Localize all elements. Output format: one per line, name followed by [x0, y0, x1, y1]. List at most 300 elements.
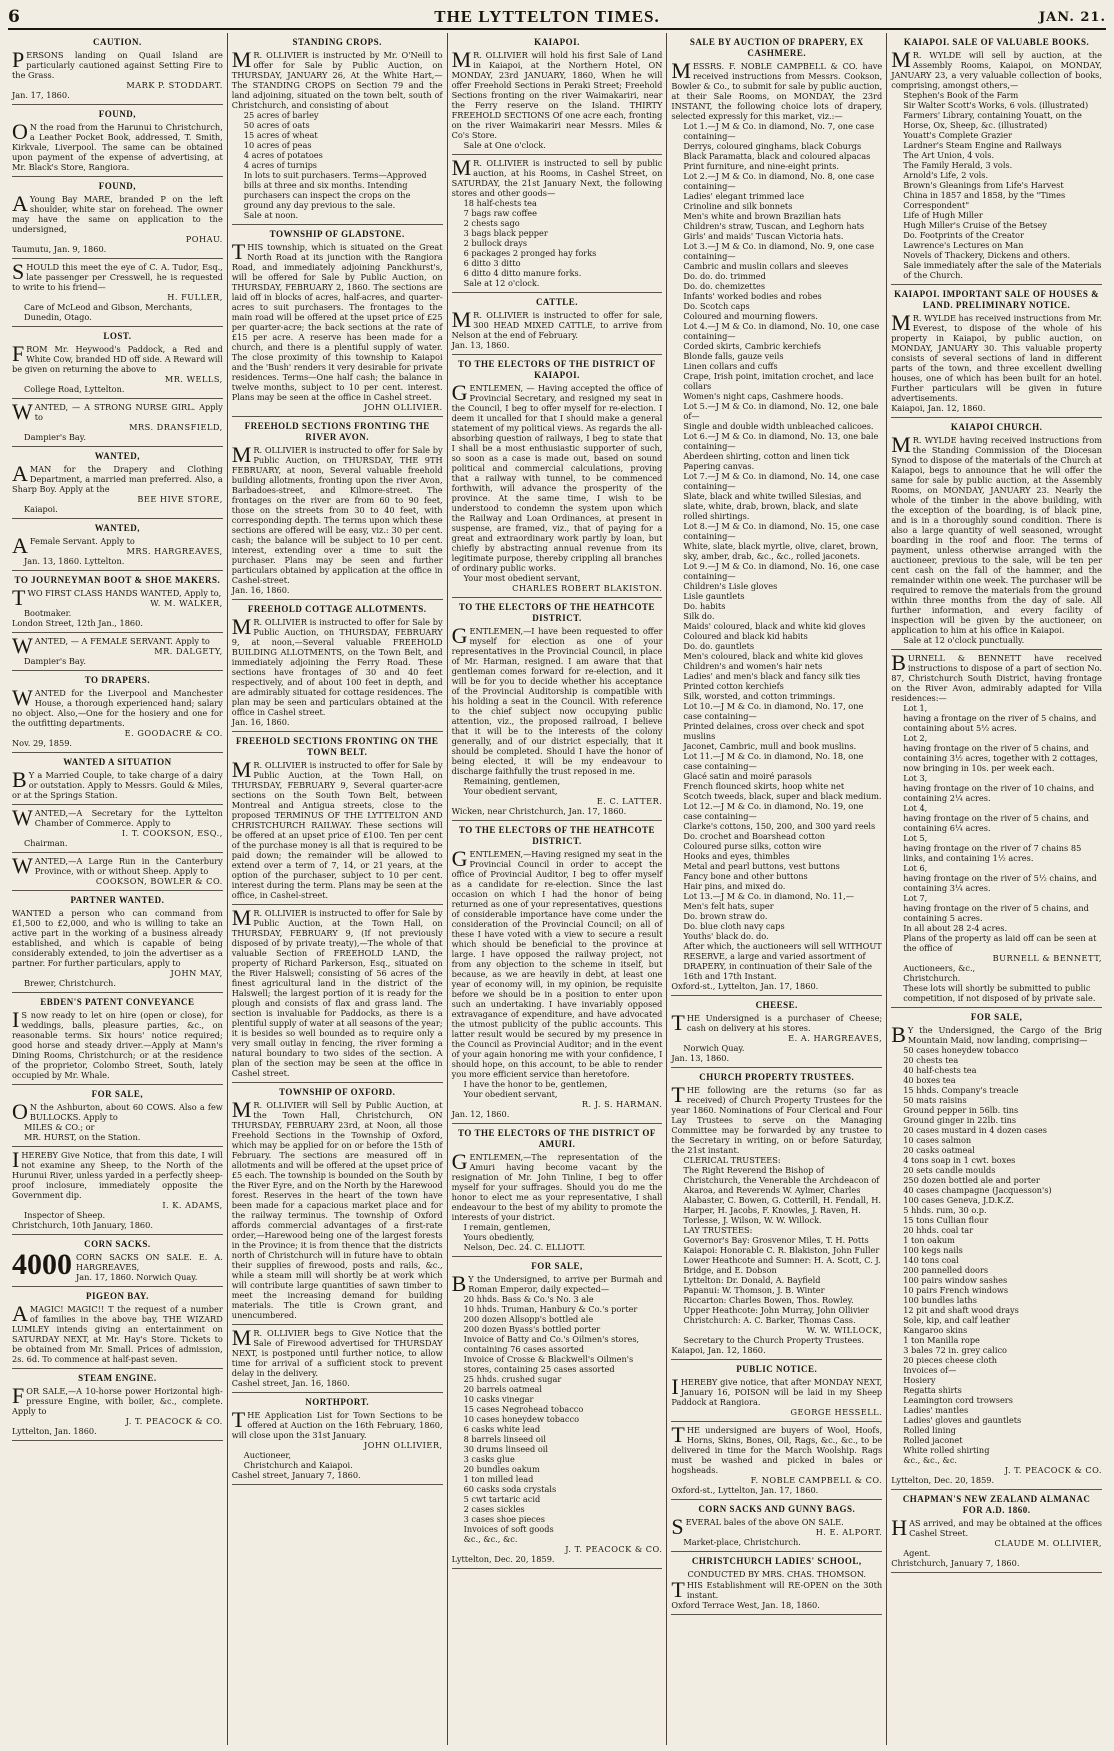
ad-body-text: ESSRS. F. NOBLE CAMPBELL & CO. have received instructions from Messrs. Cookson, Bowler & Co., to submit for sale by public auction, at their Sale Rooms, on MONDAY, the 23rd INSTANT, the following choice lots of drapery, selected expressly for this market, viz.:—: [671, 60, 883, 121]
ad-line: Children's Lisle gloves: [683, 580, 778, 591]
ad-line: Fancy bone and other buttons: [683, 870, 808, 881]
ad-line: CLAUDE M. OLLIVIER,: [994, 1537, 1102, 1548]
ad-body-text: ENTLEMEN,—Having resigned my seat in the Provincial Council in order to accept the office of Provincial Auditor, I beg to offer myself as a candidate for re-election. Since the last occasion on which I had the honor of being returned as one of your representatives, questions of considerable importance have come under the consideration of the Provincial Council; on all of these I have voted with a view to secure a result which should be beneficial to the province at large. I have opposed the railway project, not from any objection to the scheme in itself, but because, as we are heavily in debt, at least one year of economy will, in my opinion, be requisite before we should be in a position to enter upon such an undertaking. I have invariably opposed extravagance of expenditure, and have advocated the utmost publicity of the public accounts. This latter result would be secured by my presence in the Council as Provincial Auditor; and in the event of your again honoring me with your confidence, I should hope, on this account, to be able to render you more efficient service than heretofore.: [451, 848, 663, 1079]
ad-body: [12, 1300, 223, 1364]
ad-line: Do. brown straw do.: [683, 910, 768, 921]
ad-line: Hair pins, and mixed do.: [683, 880, 786, 891]
drop-cap: M: [231, 441, 252, 467]
ad-line: Lot 11.—J M & Co. in diamond, No. 18, one case containing—: [683, 750, 864, 771]
ad-line: I have the honor to be, gentlemen,: [463, 1078, 608, 1089]
advertisement: [232, 600, 443, 732]
ad-line: 20 barrels oatmeal: [463, 1383, 543, 1394]
ad-lines: [12, 494, 223, 514]
ad-line: Do. do. gauntlets: [683, 640, 755, 651]
ad-line: Cashel street, January 7, 1860.: [231, 1469, 361, 1480]
drop-cap: I: [12, 1006, 20, 1032]
ad-line: W. W. WILLOCK,: [806, 1324, 883, 1335]
ad-line: 8 barrels linseed oil: [463, 1433, 547, 1444]
ad-line: 100 pairs window sashes: [903, 1274, 1008, 1285]
ad-line: Secretary to the Church Property Trustees.: [683, 1334, 865, 1345]
ad-heading: CORN SACKS AND GUNNY BAGS.: [698, 1503, 856, 1514]
ad-line: Crape, Irish point, imitation crochet, and lace collars: [683, 370, 874, 391]
ad-line: having frontage on the river of 5 chains, and containing 6¼ acres.: [903, 812, 1089, 833]
drop-cap: M: [451, 154, 472, 180]
advertisement: [12, 891, 223, 993]
ad-line: 10 cases honeydew tobacco: [463, 1413, 580, 1424]
ad-line: having frontage on the river of 7 chains 85 links, and containing 1½ acres.: [903, 842, 1082, 863]
drop-cap: M: [231, 1324, 252, 1350]
ad-line: Dunedin, Otago.: [24, 311, 92, 322]
ad-body: [231, 238, 443, 402]
ad-heading: KAIAPOI CHURCH.: [950, 421, 1043, 432]
ad-line: I. K. ADAMS,: [162, 1199, 223, 1210]
ad-body: [891, 1514, 1102, 1540]
ad-body: [671, 1576, 883, 1602]
ad-line: Kaiapoi.: [24, 503, 58, 514]
ad-line: Jan. 12, 1860.: [451, 1108, 510, 1119]
drop-cap: W: [12, 852, 33, 878]
ad-line: Your most obedient servant,: [463, 572, 581, 583]
columns: [8, 33, 1106, 1745]
ad-lines: [452, 140, 663, 150]
ad-body: [231, 613, 443, 717]
ad-line: 20 sets candle moulds: [903, 1164, 996, 1175]
ad-heading: STEAM ENGINE.: [78, 1372, 157, 1383]
advertisement: [12, 1085, 223, 1147]
ad-line: Sole, kip, and calf leather: [903, 1314, 1010, 1325]
ad-line: Jan. 16, 1860.: [231, 716, 290, 727]
advertisement: [12, 33, 223, 105]
ad-lines: [891, 403, 1102, 413]
drop-cap: B: [891, 1021, 906, 1047]
ad-line: Girls' and maids' Tuscan Victoria hats.: [683, 230, 844, 241]
ad-line: Jan. 17, 1860. Norwich Quay.: [76, 1271, 198, 1282]
ad-line: 100 kegs nails: [903, 1244, 963, 1255]
ad-line: 10 cases salmon: [903, 1134, 972, 1145]
ad-body-text: HEREBY give notice, that after MONDAY NEXT, January 16, POISON will be laid in my Sheep Paddock at Rangiora.: [671, 1376, 883, 1407]
ad-body: [12, 118, 223, 172]
ad-body-text: R. OLLIVIER is instructed to offer for sale, 300 HEAD MIXED CATTLE, to arrive from Nelson at the end of February.: [451, 309, 663, 340]
drop-cap: W: [12, 398, 33, 424]
ad-heading: TO THE ELECTORS OF THE HEATHCOTE DISTRICT.: [458, 824, 656, 846]
ad-line: Jan. 13, 1860.: [671, 1052, 730, 1063]
drop-cap: A: [12, 532, 28, 558]
drop-cap: B: [12, 766, 27, 792]
ad-body: [891, 431, 1102, 635]
ad-lines: [232, 402, 443, 412]
ad-lines: [12, 728, 223, 748]
ad-line: Nelson, Dec. 24. C. ELLIOTT.: [463, 1241, 586, 1252]
ad-line: CHARLES ROBERT BLAKISTON.: [512, 582, 663, 593]
ad-line: 3 casks glue: [463, 1453, 515, 1464]
ad-line: JOHN OLLIVIER,: [363, 1439, 443, 1450]
ad-line: Papering canvas.: [683, 460, 755, 471]
ad-line: In all about 28 2-4 acres.: [903, 922, 1008, 933]
advertisement: [12, 853, 223, 891]
ad-line: Agent.: [903, 1547, 931, 1558]
ad-line: Your obedient servant,: [463, 1088, 558, 1099]
drop-cap: M: [231, 1096, 252, 1122]
advertisement: [12, 327, 223, 399]
ad-body: [231, 904, 443, 1078]
ad-line: I. T. COOKSON, ESQ.,: [121, 827, 223, 838]
ad-line: Yours obediently,: [463, 1231, 535, 1242]
ad-lines: [232, 110, 443, 220]
ad-body: [671, 57, 883, 121]
ad-line: Coloured and black kid habits: [683, 630, 808, 641]
ad-line: 2 bullock drays: [463, 237, 528, 248]
ad-line: Crinoline and silk bonnets: [683, 200, 793, 211]
ad-line: F. NOBLE CAMPBELL & CO.: [750, 1474, 883, 1485]
ad-body: [451, 306, 663, 340]
ad-heading: FOR SALE,: [531, 1260, 583, 1271]
ad-line: Lot 5,: [903, 832, 928, 843]
ad-line: Auctioneer,: [243, 1449, 291, 1460]
ad-line: CLERICAL TRUSTEES:: [683, 1154, 781, 1165]
drop-cap: O: [12, 118, 28, 144]
advertisement: [452, 598, 663, 821]
ad-lines: [12, 374, 223, 394]
advertisement: [232, 732, 443, 905]
advertisement: [12, 1369, 223, 1441]
ad-body-text: R. OLLIVIER will hold his first Sale of Land in Kaiapoi, at the Northern Hotel, ON MONDAY, 23rd JANUARY, 1860, When he will offer Freehold Sections in Peraki Street; Freehold Sections fronting on the river Waimakariri, near the Ferry reserve on the Island. THIRTY FREEHOLD SECTIONS Of one acre each, fronting on the river Waimakariri near Messrs. Miles & Co's Store.: [451, 49, 663, 140]
ad-line: 20 bundles oakum: [463, 1463, 540, 1474]
drop-cap: M: [891, 309, 911, 335]
ad-line: Your obedient servant,: [463, 785, 558, 796]
advertisement: [232, 417, 443, 600]
ad-lines: [671, 1527, 882, 1547]
ad-large-number: 4000: [12, 1247, 72, 1281]
ad-heading: CHEESE.: [755, 999, 798, 1010]
advertisement: [232, 1083, 443, 1325]
ad-line: Jan. 13, 1860. Lyttelton.: [24, 555, 125, 566]
ad-body-text: Y the Undersigned, the Cargo of the Brig Mountain Maid, now landing, comprising—: [907, 1024, 1102, 1045]
ad-lines: [671, 1033, 882, 1063]
advertisement: [12, 993, 223, 1085]
ad-line: Do. blue cloth navy caps: [683, 920, 785, 931]
ad-body-text: R. WYLDE will sell by auction, at the Assembly Rooms, Kaiapoi, on MONDAY, JANUARY 23, a very valuable collection of books, comprising, amongst others,—: [891, 49, 1102, 90]
ad-lines: [12, 1416, 223, 1436]
drop-cap: M: [231, 904, 252, 930]
ad-line: Coloured and mourning flowers.: [683, 310, 818, 321]
ad-body: [12, 1146, 223, 1200]
drop-cap: G: [451, 845, 468, 871]
ad-line: 3 bags black pepper: [463, 227, 548, 238]
ad-lines: [452, 340, 663, 350]
ad-lines: [452, 1079, 663, 1119]
ad-line: Sale at 12 o'clock punctually.: [903, 634, 1025, 645]
ad-line: Infants' worked bodies and robes: [683, 290, 822, 301]
ad-line: 200 dozen Byass's bottled porter: [463, 1323, 601, 1334]
ad-lines: [452, 776, 663, 816]
ad-heading: FREEHOLD SECTIONS FRONTING ON THE TOWN BELT.: [236, 735, 439, 757]
ad-body-text: R. OLLIVIER will Sell by Public Auction, at the Town Hall, Christchurch, ON THURSDAY, FEBRUARY 23rd, at Noon, all those Freehold Sections in the Township of Oxford, which may be applied for on or before the 15th of February. The sections are measured off in allotments and will be offered at the upset price of £5 each. The township is bounded on the South by the River Eyre, and on the North by the Harewood forest. Reserves in the heart of the town have been made for a capacious market place and for the railway terminus. The township of Oxford affords commercial advantages of a first-rate order,—Harewood being one of the largest forests in the Province; it is from thence that the districts north of Christchurch will in future have to obtain their supplies of firewood, posts and rails, &c., while a steam mill will shortly be at work which will contribute large quantities of sawn timber to meet the increasing demand for building materials. The title is Crown grant, and unencumbered.: [231, 1099, 443, 1320]
ad-body-text: R. OLLIVIER is instructed to offer for Sale by Public Auction, at the Town Hall, on THURSDAY, FEBRUARY 9, (If not previously disposed of by private treaty),—The whole of that valuable Section of FREEHOLD LAND, the property of Richard Parkerson, Esq., situated on the River Halswell; consisting of 56 acres of the finest agricultural land in the district of the Halswell; the largest portion of it is ready for the plough and consists of flax and grass land. The section is invaluable for Paddocks, as there is a plentiful supply of water at all seasons of the year; it is besides so well bounded as to require only a very small outlay in fencing, the river forming a natural boundary to two sides of the section. A plan of the section may be seen at the office in Cashel street.: [231, 907, 443, 1078]
ad-heading: TO JOURNEYMAN BOOT & SHOE MAKERS.: [14, 574, 221, 585]
ad-line: Sale immediately after the sale of the Materials of the Church.: [903, 259, 1102, 280]
page-number: 6: [8, 7, 20, 27]
ad-line: Do. Footprints of the Creator: [903, 229, 1024, 240]
ad-line: Jan. 17, 1860.: [12, 89, 70, 100]
ad-body-text: R. WYLDE has received instructions from Mr. Everest, to dispose of the whole of his property in Kaiapoi, by public auction, on MONDAY, JANUARY 30. This valuable property consists of several sections of land in different parts of the town, and three excellent dwelling houses, one of which has been built for an hotel. Further particulars will be given in future advertisements.: [891, 312, 1102, 403]
ad-line: Life of Hugh Miller: [903, 209, 983, 220]
ad-line: Do. Scotch caps: [683, 300, 750, 311]
ad-line: MR. DALGETY,: [154, 645, 223, 656]
advertisement: [12, 399, 223, 447]
ad-line: Do. do. chemizettes: [683, 280, 766, 291]
ad-line: &c., &c., &c.: [463, 1533, 518, 1544]
ad-line: MILES & CO.; or: [24, 1121, 95, 1132]
ad-line: 30 drums linseed oil: [463, 1443, 549, 1454]
ad-line: 15 tons Cullian flour: [903, 1214, 989, 1225]
ad-body-text: R. OLLIVIER is instructed by Mr. O'Neill to offer for Sale by Public Auction, on THURSDAY, JANUARY 26, At the White Hart,—The STANDING CROPS on Section 79 and the land adjoining, situated on the town belt, south of Christchurch, and consisting of about: [231, 49, 443, 110]
ad-line: After which, the auctioneers will sell WITHOUT RESERVE, a large and varied assortment of DRAPERY, in continuation of their Sale of the 16th and 17th Instant.: [683, 940, 882, 981]
ad-body-text: ANTED,—A Secretary for the Lyttelton Chamber of Commerce. Apply to: [34, 807, 223, 828]
ad-line: 40 cases champagne (Jacquesson's): [903, 1184, 1052, 1195]
ad-body: [231, 1096, 443, 1320]
ad-line: Kaiapoi, Jan. 12, 1860.: [891, 402, 986, 413]
ad-line: Lawrence's Lectures on Man: [903, 239, 1024, 250]
ad-lines: [12, 422, 223, 442]
ad-lines: [891, 1045, 1102, 1485]
ad-line: White, slate, black myrtle, olive, claret, brown, sky, amber, drab, &c., &c., rolled jaconets.: [683, 540, 879, 561]
ad-body: [891, 1021, 1102, 1047]
advertisement: [12, 671, 223, 753]
ad-body: [891, 649, 1102, 703]
ad-line: 3 cases shoe pieces: [463, 1513, 545, 1524]
ad-line: MR. WELLS,: [164, 373, 223, 384]
ad-line: Lisle gauntlets: [683, 590, 745, 601]
ad-line: Ladies' elegant trimmed lace: [683, 190, 805, 201]
ad-body: [671, 1009, 883, 1035]
advertisement: [671, 1552, 882, 1615]
ad-line: Ground pepper in 56lb. tins: [903, 1104, 1019, 1115]
ad-body: [671, 1373, 883, 1407]
ad-line: 4 acres of turnips: [243, 159, 318, 170]
drop-cap: B: [451, 1270, 467, 1296]
ad-line: 1 ton oakum: [903, 1234, 955, 1245]
ad-line: Farmers' Library, containing Youatt, on the Horse, Ox, Sheep, &c. (illustrated): [903, 109, 1082, 130]
ad-line: Lot 4.—J M & Co. in diamond, No. 10, one case containing—: [683, 320, 880, 341]
ad-body-text: Young Bay MARE, branded P on the left shoulder, white star on forehead. The owner may have the same on application to the undersigned,: [12, 193, 223, 234]
ad-line: Lot 2.—J M & Co. in diamond, No. 8, one case containing—: [683, 170, 875, 191]
ad-line: 140 tons coal: [903, 1254, 959, 1265]
ad-line: Lot 1.—J M & Co. in diamond, No. 7, one case containing—: [683, 120, 875, 141]
ad-line: Sale at One o'clock.: [463, 139, 546, 150]
ad-line: Printed delaines, cross over check and spot muslins: [683, 720, 865, 741]
drop-cap: G: [451, 379, 468, 405]
ad-heading: WANTED,: [94, 522, 141, 533]
ad-line: Lot 3,: [903, 772, 928, 783]
drop-cap: T: [12, 584, 26, 610]
ad-body-text: N the road from the Harunui to Christchurch, a Leather Pocket Book, addressed, T. Smith, Kirkvale, Liverpool. The same can be obtained upon payment of the expense of advertising, at Mr. Black's Store, Rangiora.: [12, 121, 223, 172]
ad-line: 6 casks white lead: [463, 1423, 541, 1434]
masthead: [8, 6, 1106, 30]
advertisement: [452, 821, 663, 1124]
drop-cap: O: [12, 1098, 28, 1124]
drop-cap: M: [231, 756, 252, 782]
ad-line: 20 casks oatmeal: [903, 1144, 975, 1155]
ad-line: J. T. PEACOCK & CO.: [565, 1543, 663, 1554]
ad-line: 10 acres of peas: [243, 139, 312, 150]
ad-line: Print furniture, and nine-eight prints.: [683, 160, 840, 171]
ad-lines: [12, 234, 223, 254]
ad-line: Care of McLeod and Gibson, Merchants,: [24, 301, 193, 312]
ad-body: [12, 1006, 223, 1080]
ad-line: BEE HIVE STORE,: [137, 493, 223, 504]
ad-line: 20 cases mustard in 4 dozen cases: [903, 1124, 1047, 1135]
ad-heading: KAIAPOI. SALE OF VALUABLE BOOKS.: [903, 37, 1090, 47]
ad-heading: KAIAPOI. IMPORTANT SALE OF HOUSES & LAND. PRELIMINARY NOTICE.: [894, 288, 1100, 310]
ad-line: Stephen's Book of the Farm: [903, 89, 1019, 100]
ad-line: JOHN MAY,: [170, 967, 223, 978]
advertisement: [452, 1257, 663, 1569]
ad-line: E. A. HARGREAVES,: [788, 1032, 883, 1043]
ad-line: Invoices of soft goods: [463, 1523, 554, 1534]
ad-line: 1 ton milled lead: [463, 1473, 534, 1484]
advertisement: [12, 1147, 223, 1235]
ad-body-text: ENTLEMEN, — Having accepted the office of Provincial Secretary, and resigned my seat in the Council, I beg to offer myself for re-election. I deem it uncalled for that I should make a general statement of my political views. As regards the all-absorbing question of railways, I beg to state that I shall be a most enthusiastic supporter of such, so soon as a case is made out, based on sound political and commercial calculations, proving that a railway with tunnel, to be commenced forthwith, will advance the prosperity of the province. At the same time, I wish to be understood to condemn the system upon which the Railway and Loan Ordinances, at present in suspense, are framed, viz., that of paying for a great and extraordinary work partly by loan, but chiefly by abstracting annual revenue from its legitimate purpose, thereby crippling all branches of ordinary public works.: [451, 382, 663, 573]
ad-line: Lot 3.—J M & Co. in diamond, No. 9, one case containing—: [683, 240, 875, 261]
ad-heading: FOUND,: [98, 108, 137, 119]
ad-line: Blonde falls, gauze veils: [683, 350, 784, 361]
ad-line: Ladies' mantles: [903, 1404, 969, 1415]
ad-lines: [671, 121, 882, 991]
ad-body: [671, 1081, 883, 1155]
drop-cap: M: [231, 613, 252, 639]
ad-body: [12, 190, 223, 234]
ad-line: Oxford-st., Lyttelton, Jan. 17, 1860.: [671, 980, 819, 991]
ad-heading: EBDEN'S PATENT CONVEYANCE: [40, 996, 195, 1007]
issue-date: JAN. 21.: [1039, 9, 1106, 25]
ad-body-text: HIS township, which is situated on the Great North Road at its junction with the Rangiora Road, and immediately adjoining Panckhurst's, will be offered for Sale by Public Auction, on THURSDAY, FEBRUARY 2, 1860. The sections are laid off in blocks of acres, half-acres, and quarter-acres to suit purchasers. The frontages to the main road will be offered at the upset price of £25 per quarter-acre; the back sections at the rate of £15 per acre. A reserve has been made for a church, and there is a plentiful supply of water. The close proximity of this township to Kaiapoi and the 'Bush' renders it very desirable for private residences. Terms—One half cash; the balance in twelve months, subject to 10 per cent. interest. Plans may be seen at the office in Cashel street.: [231, 241, 443, 402]
ad-heading: TOWNSHIP OF OXFORD.: [279, 1086, 396, 1097]
drop-cap: M: [451, 306, 472, 332]
ad-body-text: WANTED a person who can command from £1,500 to £2,000, and who is willing to take an active part in the working of a business already established, and which is capable of being considerably extended, to join the advertiser as a partner. For further particulars, apply to: [12, 907, 223, 968]
ad-line: having frontage on the river of 5 chains, and containing 5 acres.: [903, 902, 1089, 923]
advertisement: [671, 1422, 882, 1500]
ad-line: Silk, worsted, and cotton trimmings.: [683, 690, 836, 701]
ad-lines: [891, 1538, 1102, 1568]
ad-line: 10 casks vinegar: [463, 1393, 534, 1404]
ad-body: [451, 1148, 663, 1222]
ad-line: MR. HURST, on the Station.: [24, 1131, 141, 1142]
ad-heading: FREEHOLD COTTAGE ALLOTMENTS.: [247, 603, 427, 614]
advertisement: [452, 293, 663, 355]
ad-body: [12, 852, 223, 878]
ad-body: [891, 309, 1102, 403]
ad-line: China in 1857 and 1858, by the "Times Correspondent": [903, 189, 1066, 210]
advertisement: [671, 1500, 882, 1552]
ad-body-text: Female Servant. Apply to: [29, 535, 135, 546]
ad-body: [231, 1324, 443, 1378]
ad-body: [451, 379, 663, 573]
newspaper-title: THE LYTTELTON TIMES.: [434, 7, 660, 26]
advertisement: [452, 33, 663, 155]
ad-body: [12, 460, 223, 494]
ad-line: 200 pannelled doors: [903, 1264, 989, 1275]
ad-line: Christchurch and Kaiapoi.: [243, 1459, 353, 1470]
ad-body-text: WO FIRST CLASS HANDS WANTED, Apply to,: [27, 587, 222, 598]
ad-lines: [12, 80, 223, 100]
ad-line: Printed cotton kerchiefs: [683, 680, 784, 691]
ad-line: W. M. WALKER,: [150, 597, 223, 608]
ad-body-text: ANTED for the Liverpool and Manchester House, a thorough experienced hand; salary no object. Also,—One for the hosiery and one for the outfitting departments.: [12, 687, 223, 728]
ad-body-text: URNELL & BENNETT have received instructions to dispose of a part of section No. 87, Christchurch South District, having frontage on the River Avon, admirably adapted for Villa residences:—: [891, 652, 1102, 703]
ad-heading: PIGEON BAY.: [85, 1290, 149, 1301]
ad-line: 5 hhds. rum, 30 o.p.: [903, 1204, 987, 1215]
ad-lines: [671, 1407, 882, 1417]
ad-body-text: R. OLLIVIER is instructed to sell by public auction, at his Rooms, in Cashel Street, on SATURDAY, the 21st January Next, the following stores and other goods—: [451, 157, 663, 198]
drop-cap: F: [12, 340, 25, 366]
ad-line: Invoice of Crosse & Blackwell's Oilmen's stores, containing 25 cases assorted: [463, 1353, 634, 1374]
ad-line: Upper Heathcote: John Murray, John Ollivier: [683, 1304, 869, 1315]
ad-body-text: CORN SACKS ON SALE. E. A. HARGREAVES,: [76, 1251, 223, 1272]
ad-line: Youths' black do. do.: [683, 930, 769, 941]
ad-body: [231, 756, 443, 900]
ad-line: 60 casks soda crystals: [463, 1483, 557, 1494]
ad-line: Brewer, Christchurch.: [24, 977, 116, 988]
advertisement: [891, 1008, 1102, 1490]
ad-heading: FOUND,: [98, 180, 137, 191]
ad-line: 6 ditto 4 ditto manure forks.: [463, 267, 582, 278]
ad-line: Kaiapoi: Honorable C. R. Blakiston, John Fuller: [683, 1244, 880, 1255]
ad-line: Dampier's Bay.: [24, 431, 86, 442]
ad-line: 18 half-chests tea: [463, 197, 537, 208]
ad-line: R. J. S. HARMAN.: [581, 1098, 663, 1109]
ad-body: [12, 804, 223, 830]
drop-cap: M: [231, 46, 252, 72]
ad-line: Lyttelton, Dec. 20, 1859.: [451, 1553, 555, 1564]
ad-body-text: R. OLLIVIER is instructed to offer for Sale by Public Auction, at the Town Hall, on THURSDAY, FEBRUARY 9, Several quarter-acre sections on the South Town Belt, between Montreal and Antigua streets, close to the proposed TERMINUS OF THE LYTTELTON AND CHRISTCHURCH RAILWAY. These sections will be offered at an upset price of £100. Ten per cent of the purchase money is all that is required to be paid down; the remainder will be allowed to extend over a term of 7, 14, or 21 years, at the option of the purchaser, subject to 10 per cent. interest during the term. Plans may be seen at the office, in Cashel-street.: [231, 759, 443, 900]
ad-line: Men's felt hats, super: [683, 900, 774, 911]
ad-line: Do. habits: [683, 600, 726, 611]
ad-line: BURNELL & BENNETT,: [992, 952, 1102, 963]
ad-line: The Right Reverend the Bishop of Christchurch, the Venerable the Archdeacon of Akaroa, and Reverends W. Aylmer, Charles Alabaster, C. Bowen, G. Cotterill, H. Fendall, H. Harper, H. Jacobs, F. Knowles, J. Raven, H. Torlesse, J. Wilson, W. W. Willock.: [683, 1164, 881, 1225]
ad-line: Christchurch, January 7, 1860.: [891, 1557, 1020, 1568]
ad-line: Taumutu, Jan. 9, 1860.: [12, 243, 107, 254]
ad-line: 7 bags raw coffee: [463, 207, 538, 218]
ad-heading: SALE BY AUCTION OF DRAPERY, EX CASHMERE.: [689, 37, 864, 58]
ad-line: 25 hhds. crushed sugar: [463, 1373, 562, 1384]
advertisement: [671, 1068, 882, 1360]
ad-line: E. C. LATTER.: [596, 795, 663, 806]
advertisement: [671, 1360, 882, 1422]
ad-line: Do. do. do. trimmed: [683, 270, 766, 281]
drop-cap: M: [891, 431, 911, 457]
ad-line: Corded skirts, Cambric kerchiefs: [683, 340, 821, 351]
ad-line: Dampier's Bay.: [24, 655, 86, 666]
ad-line: 20 chests tea: [903, 1054, 959, 1065]
ad-line: Lot 6.—J M & Co. in diamond, No. 13, one bale containing—: [683, 430, 879, 451]
ad-body: [12, 766, 223, 800]
ad-line: Derrys, coloured ginghams, black Coburgs: [683, 140, 862, 151]
drop-cap: I: [12, 1146, 20, 1172]
ad-line: Jan. 13, 1860.: [451, 339, 510, 350]
ad-body: [12, 1098, 223, 1124]
ad-line: JOHN OLLIVIER.: [363, 401, 443, 412]
ad-body-text: HE undersigned are buyers of Wool, Hoofs, Horns, Skins, Bones, Oil, Rags, &c., &c., to be delivered in time for the March Woolship. Rags must be washed and picked in bales or hogsheads.: [671, 1424, 883, 1475]
ad-line: 2 chests sago: [463, 217, 520, 228]
ad-line: COOKSON, BOWLER & CO.: [95, 875, 223, 886]
ad-body: [12, 684, 223, 728]
column-5: [887, 33, 1106, 1745]
ad-line: 4 tons soap in 1 cwt. boxes: [903, 1154, 1016, 1165]
drop-cap: T: [671, 1421, 685, 1447]
ad-line: Black Paramatta, black and coloured alpacas: [683, 150, 871, 161]
ad-line: Cashel street, Jan. 16, 1860.: [231, 1377, 350, 1388]
ad-body: [12, 46, 223, 80]
